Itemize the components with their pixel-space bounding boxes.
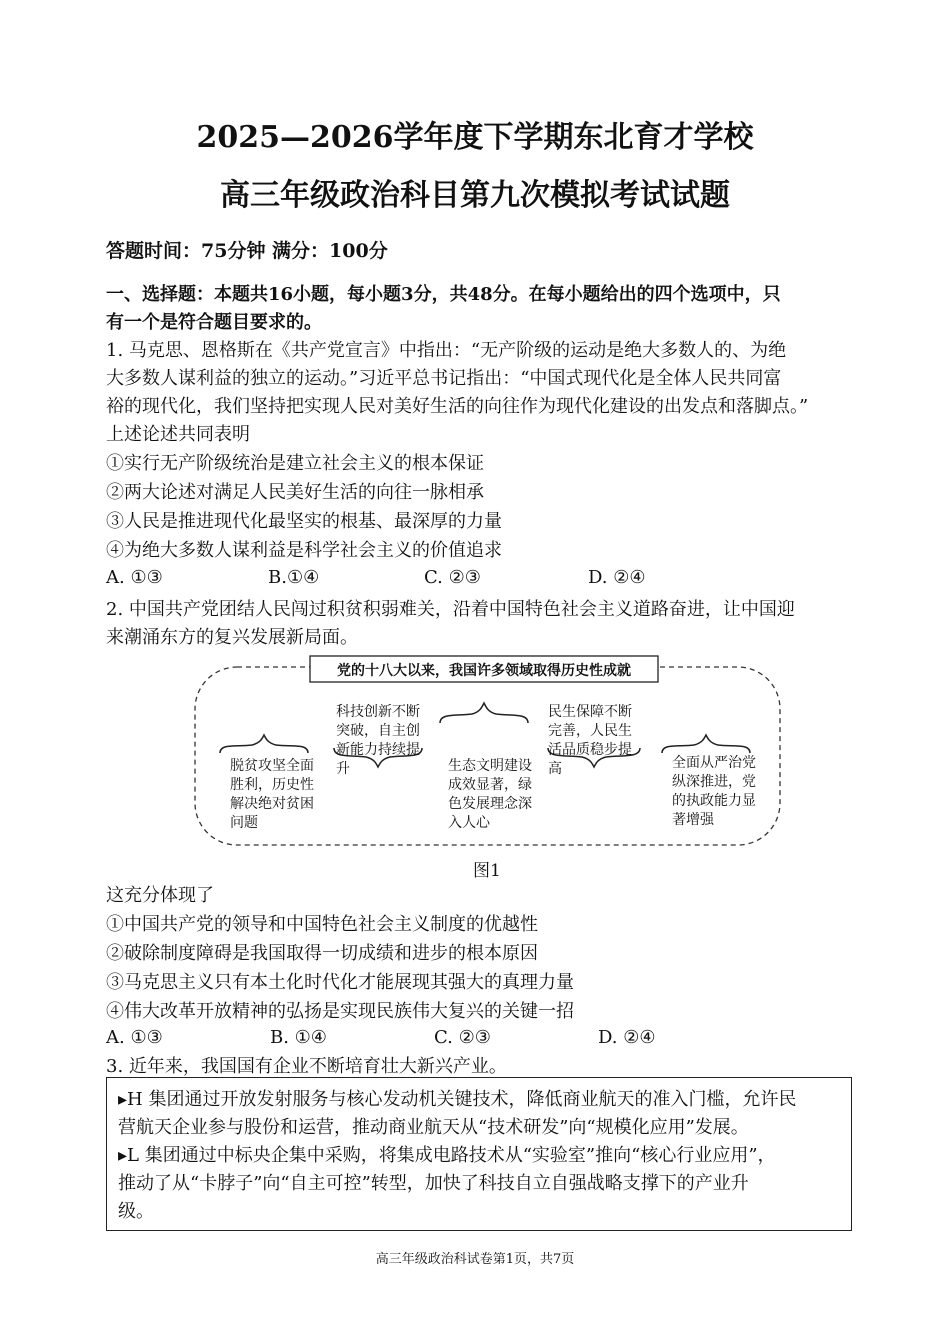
q1-statement-4: ④为绝大多数人谋利益是科学社会主义的价值追求 (106, 540, 502, 561)
figure-caption: 图1 (473, 861, 501, 881)
brace-3 (440, 703, 528, 723)
figure-item-5: 全面从严治党纵深推进，党的执政能力显著增强 (672, 755, 756, 828)
q1-stem-line: 1. 马克思、恩格斯在《共产党宣言》中指出：“无产阶级的运动是绝大多数人的、为绝 (106, 340, 787, 361)
q2-option-c[interactable]: C. ②③ (434, 1027, 491, 1048)
page-title-line2: 高三年级政治科目第九次模拟考试试题 (220, 178, 730, 213)
q1-stem-line: 裕的现代化，我们坚持把实现人民对美好生活的向往作为现代化建设的出发点和落脚点。” (106, 396, 809, 417)
section-heading-line1: 一、选择题：本题共16小题，每小题3分，共48分。在每小题给出的四个选项中，只 (106, 284, 781, 305)
figure-item-3: 生态文明建设成效显著，绿色发展理念深入人心 (448, 758, 532, 831)
q2-option-a[interactable]: A. ①③ (106, 1027, 163, 1048)
q1-statement-3: ③人民是推进现代化最坚实的根基、最深厚的力量 (106, 511, 502, 532)
figure-item-1: 脱贫攻坚全面胜利，历史性解决绝对贫困问题 (230, 758, 314, 831)
brace-5 (662, 735, 750, 753)
q3-box-line: ▸H 集团通过开放发射服务与核心发动机关键技术，降低商业航天的准入门槛，允许民 (118, 1089, 797, 1110)
q2-stem-line: 2. 中国共产党团结人民闯过积贫积弱难关，沿着中国特色社会主义道路奋进，让中国迎 (106, 599, 795, 620)
q2-statement-2: ②破除制度障碍是我国取得一切成绩和进步的根本原因 (106, 943, 538, 964)
q2-stem-end: 这充分体现了 (106, 885, 214, 906)
figure-banner: 党的十八大以来，我国许多领域取得历史性成就 (337, 663, 631, 679)
q1-option-d[interactable]: D. ②④ (588, 567, 646, 588)
brace-1 (220, 735, 308, 753)
q2-option-b[interactable]: B. ①④ (270, 1027, 327, 1048)
figure-item-2: 科技创新不断突破，自主创新能力持续提升 (336, 704, 420, 777)
q2-statement-4: ④伟大改革开放精神的弘扬是实现民族伟大复兴的关键一招 (106, 1001, 574, 1022)
q2-statement-3: ③马克思主义只有本土化时代化才能展现其强大的真理力量 (106, 972, 574, 993)
q1-statement-1: ①实行无产阶级统治是建立社会主义的根本保证 (106, 453, 484, 474)
q2-statement-1: ①中国共产党的领导和中国特色社会主义制度的优越性 (106, 914, 538, 935)
q3-box-line: ▸L 集团通过中标央企集中采购，将集成电路技术从“实验室”推向“核心行业应用”， (118, 1145, 776, 1166)
q3-box-line: 级。 (118, 1201, 154, 1222)
q1-option-a[interactable]: A. ①③ (106, 567, 163, 588)
q2-option-d[interactable]: D. ②④ (598, 1027, 656, 1048)
section-heading-line2: 有一个是符合题目要求的。 (106, 312, 322, 333)
page-footer: 高三年级政治科试卷第1页，共7页 (375, 1252, 575, 1267)
q2-stem-line: 来潮涌东方的复兴发展新局面。 (106, 627, 358, 648)
q1-option-b[interactable]: B.①④ (268, 567, 320, 588)
q1-stem-line: 大多数人谋利益的独立的运动。”习近平总书记指出：“中国式现代化是全体人民共同富 (106, 368, 782, 389)
q3-box-line: 营航天企业参与股份和运营，推动商业航天从“技术研发”向“规模化应用”发展。 (118, 1117, 749, 1138)
figure-item-4: 民生保障不断完善，人民生活品质稳步提高 (548, 704, 632, 777)
q3-box-line: 推动了从“卡脖子”向“自主可控”转型，加快了科技自立自强战略支撑下的产业升 (118, 1173, 749, 1194)
q1-statement-2: ②两大论述对满足人民美好生活的向往一脉相承 (106, 482, 484, 503)
q3-stem: 3. 近年来，我国国有企业不断培育壮大新兴产业。 (106, 1056, 507, 1077)
q1-option-c[interactable]: C. ②③ (424, 567, 481, 588)
exam-info: 答题时间：75分钟 满分：100分 (106, 240, 388, 262)
q1-stem-line: 上述论述共同表明 (106, 424, 250, 445)
page-title-line1: 2025—2026学年度下学期东北育才学校 (196, 120, 754, 155)
